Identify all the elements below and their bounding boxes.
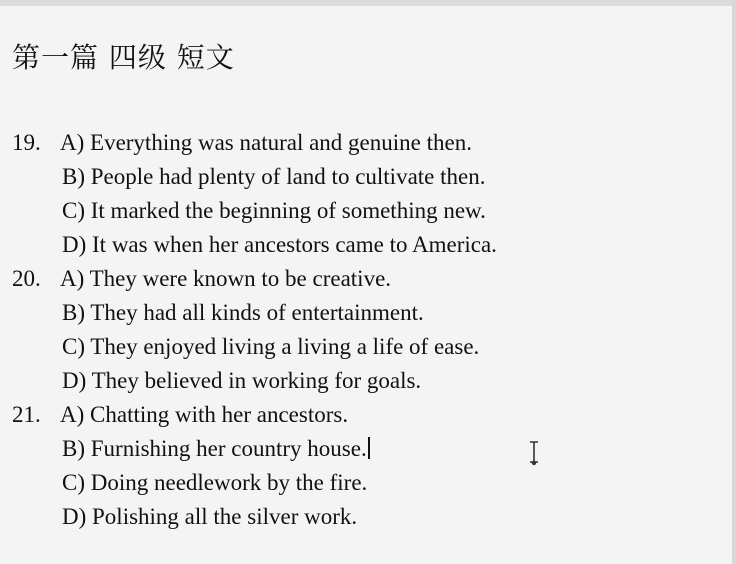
text-cursor-icon — [527, 440, 541, 466]
option-text: B) They had all kinds of entertainment. — [62, 300, 424, 325]
question-number: 21. — [12, 402, 41, 427]
question-21-option-c[interactable] — [12, 466, 712, 500]
question-19-option-d[interactable] — [12, 228, 712, 262]
window-top-edge — [0, 0, 736, 6]
question-list — [12, 126, 712, 534]
question-21-option-d[interactable] — [12, 500, 712, 534]
question-21-option-a[interactable] — [12, 398, 712, 432]
question-19-option-c[interactable] — [12, 194, 712, 228]
question-20-option-c[interactable] — [12, 330, 712, 364]
question-19-option-a[interactable] — [12, 126, 712, 160]
page-title: 第一篇 四级 短文 — [12, 41, 235, 74]
question-number: 19. — [12, 130, 41, 155]
question-20-option-b[interactable] — [12, 296, 712, 330]
option-text: D) They believed in working for goals. — [62, 368, 422, 393]
question-20-option-d[interactable] — [12, 364, 712, 398]
question-21-option-b[interactable] — [12, 432, 712, 466]
option-text: D) It was when her ancestors came to America. — [62, 232, 497, 257]
option-text: A) They were known to be creative. — [60, 266, 392, 291]
question-number: 20. — [12, 266, 41, 291]
option-text: C) Doing needlework by the fire. — [62, 470, 368, 495]
option-text: A) Everything was natural and genuine then. — [60, 130, 472, 155]
option-text: B) Furnishing her country house. — [62, 436, 367, 461]
option-text: A) Chatting with her ancestors. — [60, 402, 349, 427]
option-text: C) They enjoyed living a living a life of ease. — [62, 334, 480, 359]
option-text: D) Polishing all the silver work. — [62, 504, 358, 529]
text-caret — [368, 437, 370, 459]
option-text: B) People had plenty of land to cultivate then. — [62, 164, 486, 189]
question-20-option-a[interactable] — [12, 262, 712, 296]
question-19-option-b[interactable] — [12, 160, 712, 194]
option-text: C) It marked the beginning of something new. — [62, 198, 486, 223]
window-right-edge — [732, 0, 736, 564]
